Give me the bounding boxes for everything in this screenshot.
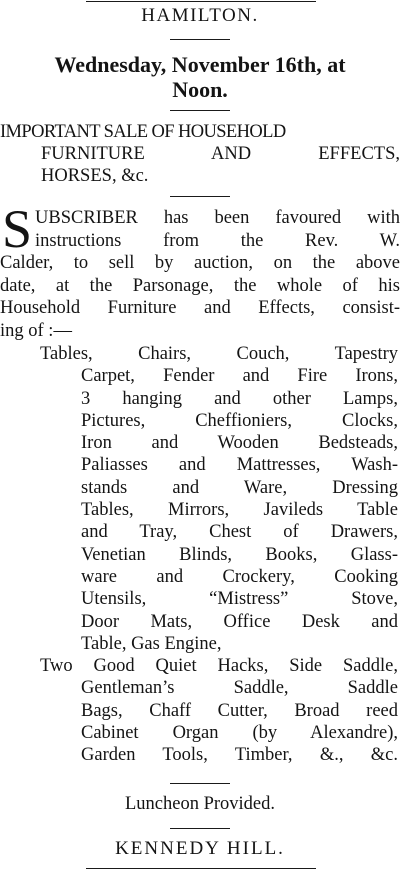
items-line: Utensils, “Mistress” Stove, bbox=[81, 589, 398, 610]
bottom-rule bbox=[86, 868, 316, 869]
items-line: Iron and Wooden Bedsteads, bbox=[81, 433, 398, 454]
sale-title-line2: FURNITURE AND EFFECTS, bbox=[41, 144, 400, 164]
luncheon-note: Luncheon Provided. bbox=[124, 794, 276, 814]
title-rule bbox=[170, 196, 230, 197]
sale-title-line1: IMPORTANT SALE OF HOUSEHOLD bbox=[0, 122, 286, 142]
announcement-body bbox=[0, 199, 400, 342]
sale-date-line1: Wednesday, November 16th, at bbox=[54, 52, 346, 77]
items-line: Carpet, Fender and Fire Irons, bbox=[81, 366, 398, 387]
items-line: 3 hanging and other Lamps, bbox=[81, 388, 398, 409]
items-line: and Tray, Chest of Drawers, bbox=[81, 522, 398, 543]
body-line: ing of :— bbox=[0, 320, 72, 341]
auctioneer-name: KENNEDY HILL. bbox=[115, 838, 285, 859]
items-line: Two Good Quiet Hacks, Side Saddle, bbox=[40, 656, 398, 677]
items-rule bbox=[170, 783, 230, 784]
items-line: Bags, Chaff Cutter, Broad reed bbox=[81, 700, 398, 721]
items-line: Paliasses and Mattresses, Wash- bbox=[81, 455, 398, 476]
top-rule bbox=[86, 1, 316, 2]
body-line: UBSCRIBER has been favoured with bbox=[35, 208, 400, 228]
heading-rule bbox=[170, 39, 230, 40]
sale-date bbox=[0, 52, 400, 102]
date-rule bbox=[170, 110, 230, 111]
items-line: Cabinet Organ (by Alexandre), bbox=[81, 723, 398, 744]
body-line: instructions from the Rev. W. bbox=[35, 230, 400, 251]
items-line: Venetian Blinds, Books, Glass- bbox=[81, 544, 398, 565]
drop-cap: S bbox=[2, 199, 33, 259]
sale-title-line3: HORSES, &c. bbox=[41, 166, 149, 186]
location-heading: HAMILTON. bbox=[141, 5, 259, 26]
items-line: Garden Tools, Timber, &., &c. bbox=[81, 745, 398, 766]
items-line: Gentleman’s Saddle, Saddle bbox=[81, 678, 398, 699]
body-line: date, at the Parsonage, the whole of his bbox=[0, 275, 400, 296]
items-line: Tables, Mirrors, Javileds Table bbox=[81, 500, 398, 521]
items-line: Tables, Chairs, Couch, Tapestry bbox=[40, 344, 398, 364]
sale-date-line2: Noon. bbox=[172, 77, 228, 102]
body-line: Calder, to sell by auction, on the above bbox=[0, 253, 400, 273]
items-line: Pictures, Cheffioniers, Clocks, bbox=[81, 410, 398, 431]
sale-title bbox=[0, 121, 400, 187]
items-line: stands and Ware, Dressing bbox=[81, 477, 398, 498]
body-line: Household Furniture and Effects, consist- bbox=[0, 298, 400, 318]
luncheon-rule bbox=[170, 828, 230, 829]
items-line: Table, Gas Engine, bbox=[81, 633, 222, 654]
items-list bbox=[0, 343, 400, 767]
items-line: Door Mats, Office Desk and bbox=[81, 611, 398, 632]
items-line: ware and Crockery, Cooking bbox=[81, 566, 398, 587]
